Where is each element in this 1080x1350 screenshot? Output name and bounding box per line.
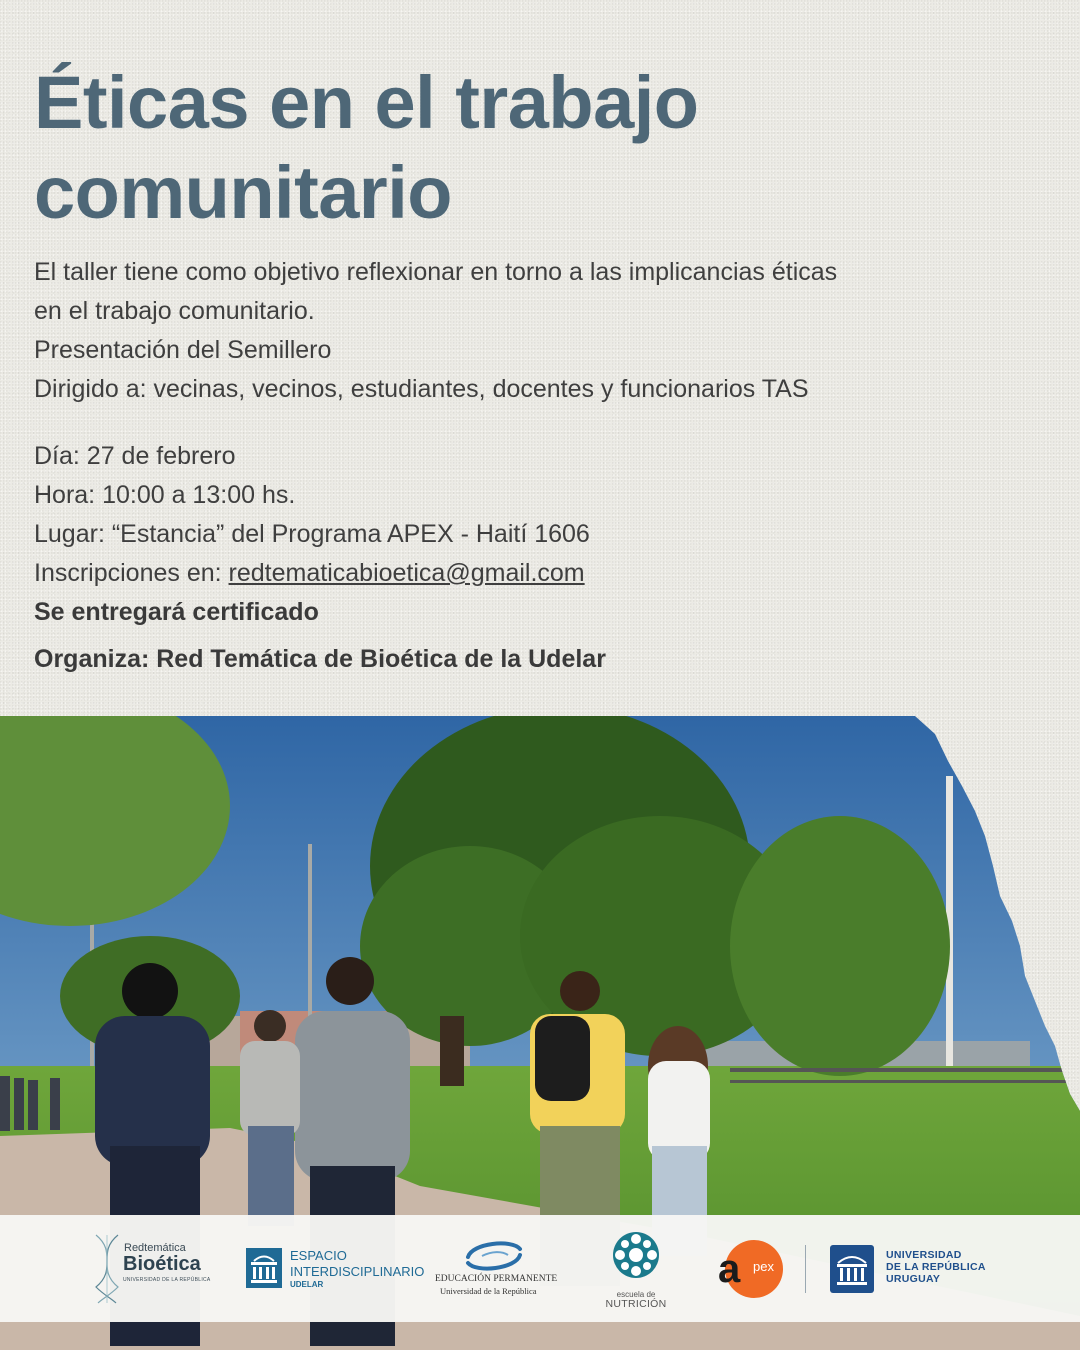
logo-red-sub-text: UNIVERSIDAD DE LA REPÚBLICA <box>123 1277 211 1283</box>
event-time: Hora: 10:00 a 13:00 hs. <box>34 481 296 509</box>
logo-espacio-line1: ESPACIO <box>290 1248 347 1263</box>
logo-espacio-interdisciplinario <box>246 1215 425 1322</box>
logo-escuela-nutricion <box>600 1215 672 1322</box>
description-line: en el trabajo comunitario. <box>34 297 315 325</box>
description-line: El taller tiene como objetivo reflexionar en torno a las implicancias éticas <box>34 258 838 286</box>
logo-nut-line1: escuela de <box>616 1290 656 1299</box>
logo-espacio-line2: INTERDISCIPLINARIO <box>290 1264 425 1279</box>
event-place: Lugar: “Estancia” del Programa APEX - Haití 1606 <box>34 520 590 548</box>
logo-apex <box>716 1215 788 1322</box>
description-line: Presentación del Semillero <box>34 336 332 364</box>
logo-red-tematica-bioetica <box>90 1215 210 1322</box>
description <box>34 253 984 409</box>
logos-strip <box>0 1215 1080 1322</box>
logo-edu-line2: Universidad de la República <box>440 1286 537 1296</box>
description-line: Dirigido a: vecinas, vecinos, estudiantes, docentes y funcionarios TAS <box>34 375 809 403</box>
registration-email-link[interactable]: redtematicabioetica@gmail.com <box>228 559 585 587</box>
logo-udelar <box>828 1215 988 1322</box>
svg-text:a: a <box>718 1247 741 1291</box>
swoosh-icon <box>462 1239 526 1273</box>
logo-red-big-text: Bioética <box>123 1253 201 1275</box>
page-title: Éticas en el trabajo comunitario <box>34 61 699 234</box>
logo-educacion-permanente <box>432 1215 556 1322</box>
building-icon <box>246 1248 282 1288</box>
logos-divider <box>805 1245 806 1293</box>
logo-edu-line1: EDUCACIÓN PERMANENTE <box>435 1274 558 1284</box>
logo-nut-line2: NUTRICIÓN <box>605 1298 667 1310</box>
logo-apex-text: pex <box>753 1259 774 1274</box>
logo-udelar-line1: UNIVERSIDAD <box>886 1249 962 1261</box>
registration <box>34 554 984 593</box>
event-details <box>34 437 984 632</box>
logo-espacio-line3: UDELAR <box>290 1280 324 1289</box>
event-date: Día: 27 de febrero <box>34 442 236 470</box>
certificate-note: Se entregará certificado <box>34 598 319 626</box>
university-seal-icon <box>830 1245 874 1293</box>
logo-red-small-text: Redtemática <box>124 1242 186 1254</box>
logo-udelar-line2: DE LA REPÚBLICA <box>886 1261 986 1273</box>
apex-icon <box>716 1238 786 1298</box>
registration-label: Inscripciones en: <box>34 559 229 587</box>
logo-udelar-line3: URUGUAY <box>886 1273 941 1285</box>
flower-icon <box>612 1231 660 1279</box>
dna-icon <box>92 1233 122 1305</box>
organizer: Organiza: Red Temática de Bioética de la Udelar <box>34 645 606 673</box>
